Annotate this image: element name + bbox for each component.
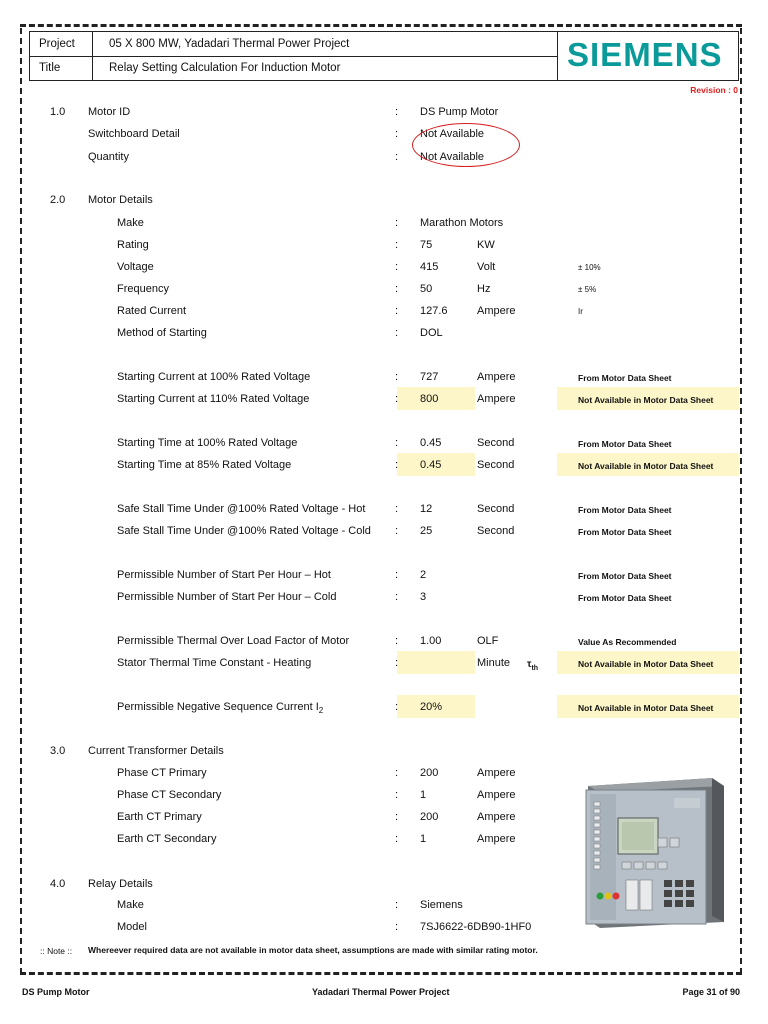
motor-row-value: 25: [420, 525, 433, 537]
right-border: [740, 28, 742, 974]
separator: :: [395, 239, 399, 251]
top-border: [20, 24, 742, 27]
motor-row-label: Starting Time at 85% Rated Voltage: [117, 459, 292, 471]
motor-row-label: Permissible Number of Start Per Hour – Cold: [117, 591, 337, 603]
motor-row-value: Marathon Motors: [420, 217, 504, 229]
subscript: th: [531, 665, 539, 672]
header-divider: [30, 56, 557, 57]
motor-row-unit: Second: [477, 525, 515, 537]
motor-row-remark: Not Available in Motor Data Sheet: [578, 395, 714, 405]
section-title: Motor Details: [88, 194, 153, 206]
motor-row-value: 127.6: [420, 305, 448, 317]
motor-row-unit: Second: [477, 503, 515, 515]
motor-row-label: Rated Current: [117, 305, 187, 317]
motor-row-label: Safe Stall Time Under @100% Rated Voltage - Hot: [117, 503, 366, 515]
motor-row-value: 2: [420, 569, 427, 581]
ct-row-unit: Ampere: [477, 833, 516, 845]
separator: :: [395, 128, 399, 140]
separator: :: [395, 151, 399, 163]
motor-row-label: Permissible Number of Start Per Hour – Hot: [117, 569, 331, 581]
motor-row-label: Method of Starting: [117, 327, 207, 339]
motor-row-label: Rating: [117, 239, 149, 251]
siemens-logo: SIEMENS: [567, 36, 723, 73]
title-value: Relay Setting Calculation For Induction Motor: [109, 62, 341, 74]
note-text: Whereever required data are not available in motor data sheet, assumptions are made with similar rating motor.: [88, 945, 538, 955]
relay-device-image: [578, 772, 728, 930]
separator: :: [395, 569, 399, 581]
switchboard-label: Switchboard Detail: [88, 128, 180, 140]
section-title: Relay Details: [88, 878, 153, 890]
motor-row-label: Permissible Thermal Over Load Factor of Motor: [117, 635, 350, 647]
motor-row-label: Starting Current at 110% Rated Voltage: [117, 393, 310, 405]
separator: :: [395, 525, 399, 537]
left-border: [20, 28, 22, 974]
relay-row-value: Siemens: [420, 899, 463, 911]
footer-page-number: Page 31 of 90: [682, 987, 740, 997]
motor-row-value: 0.45: [420, 437, 442, 449]
quantity-label: Quantity: [88, 151, 129, 163]
relay-row-label: Make: [117, 899, 144, 911]
separator: :: [395, 833, 399, 845]
motor-row-remark: Ir: [578, 307, 583, 316]
ct-row-unit: Ampere: [477, 789, 516, 801]
motor-id-value: DS Pump Motor: [420, 106, 499, 118]
relay-row-label: Model: [117, 921, 147, 933]
separator: :: [395, 327, 399, 339]
separator: :: [395, 393, 399, 405]
section-title: Current Transformer Details: [88, 745, 224, 757]
motor-row-label: Permissible Negative Sequence Current $I_2$: [117, 701, 324, 716]
motor-row-remark: From Motor Data Sheet: [578, 373, 672, 383]
motor-row-unit: Ampere: [477, 393, 516, 405]
motor-row-remark: From Motor Data Sheet: [578, 593, 672, 603]
separator: :: [395, 217, 399, 229]
motor-row-unit: Second: [477, 437, 515, 449]
ct-row-unit: Ampere: [477, 767, 516, 779]
motor-row-value: 727: [420, 371, 439, 383]
separator: :: [395, 305, 399, 317]
separator: :: [395, 437, 399, 449]
motor-row-value: 0.45: [420, 459, 442, 471]
separator: :: [395, 811, 399, 823]
motor-row-unit: Ampere: [477, 305, 516, 317]
motor-row-label: Starting Current at 100% Rated Voltage: [117, 371, 311, 383]
separator: :: [395, 106, 399, 118]
motor-row-value: 800: [420, 393, 439, 405]
highlight-value-cell: [397, 651, 475, 674]
motor-row-value: 12: [420, 503, 433, 515]
switchboard-value: Not Available: [420, 128, 485, 140]
separator: :: [395, 635, 399, 647]
motor-row-label: Voltage: [117, 261, 154, 273]
section-number: 2.0: [50, 194, 66, 206]
ct-row-value: 200: [420, 767, 439, 779]
title-label: Title: [39, 62, 61, 74]
separator: :: [395, 591, 399, 603]
separator: :: [395, 767, 399, 779]
motor-row-label: Starting Time at 100% Rated Voltage: [117, 437, 298, 449]
ct-row-label: Earth CT Primary: [117, 811, 202, 823]
motor-row-unit: Second: [477, 459, 515, 471]
motor-row-unit: KW: [477, 239, 495, 251]
ct-row-unit: Ampere: [477, 811, 516, 823]
motor-row-unit: Volt: [477, 261, 496, 273]
motor-row-remark: From Motor Data Sheet: [578, 505, 672, 515]
motor-row-remark: From Motor Data Sheet: [578, 571, 672, 581]
section-number: 4.0: [50, 878, 66, 890]
bottom-border: [20, 972, 742, 975]
motor-row-unit: OLF: [477, 635, 499, 647]
relay-row-value: 7SJ6622-6DB90-1HF0: [420, 921, 532, 933]
separator: :: [395, 921, 399, 933]
footer-left: DS Pump Motor: [22, 987, 90, 997]
ct-row-value: 1: [420, 833, 427, 845]
motor-row-label: Frequency: [117, 283, 169, 295]
subscript: 2: [318, 706, 324, 716]
motor-row-remark: Not Available in Motor Data Sheet: [578, 659, 714, 669]
separator: :: [395, 261, 399, 273]
motor-row-label: Stator Thermal Time Constant - Heating: [117, 657, 312, 669]
separator: :: [395, 899, 399, 911]
project-label: Project: [39, 38, 75, 50]
motor-row-unit: Minute: [477, 657, 511, 669]
motor-row-remark: ± 5%: [578, 285, 597, 294]
motor-row-unit: Ampere: [477, 371, 516, 383]
ct-row-label: Earth CT Secondary: [117, 833, 217, 845]
motor-row-value: DOL: [420, 327, 443, 339]
ct-row-value: 1: [420, 789, 427, 801]
motor-row-remark: From Motor Data Sheet: [578, 527, 672, 537]
separator: :: [395, 503, 399, 515]
motor-row-value: 3: [420, 591, 427, 603]
ct-row-label: Phase CT Secondary: [117, 789, 222, 801]
note-label: :: Note ::: [40, 946, 73, 956]
revision-label: Revision : 0: [690, 85, 738, 95]
motor-row-value: 415: [420, 261, 439, 273]
motor-row-value: 75: [420, 239, 433, 251]
footer-center: Yadadari Thermal Power Project: [312, 987, 450, 997]
motor-row-value: 50: [420, 283, 433, 295]
separator: :: [395, 701, 399, 713]
red-circle-annotation: [412, 123, 520, 167]
tau-th-symbol: $\tau_{th}$: [527, 659, 539, 672]
separator: :: [395, 283, 399, 295]
motor-row-value: 1.00: [420, 635, 442, 647]
separator: :: [395, 459, 399, 471]
motor-row-remark: Value As Recommended: [578, 637, 677, 647]
motor-row-remark: From Motor Data Sheet: [578, 439, 672, 449]
quantity-value: Not Available: [420, 151, 485, 163]
motor-row-value: 20%: [420, 701, 443, 713]
motor-row-unit: Hz: [477, 283, 491, 295]
motor-row-label: Make: [117, 217, 144, 229]
section-title: Motor ID: [88, 106, 131, 118]
motor-row-remark: Not Available in Motor Data Sheet: [578, 461, 714, 471]
section-number: 3.0: [50, 745, 66, 757]
ct-row-value: 200: [420, 811, 439, 823]
separator: :: [395, 657, 399, 669]
header-divider: [557, 32, 558, 80]
motor-row-remark: ± 10%: [578, 263, 601, 272]
motor-row-remark: Not Available in Motor Data Sheet: [578, 703, 714, 713]
separator: :: [395, 371, 399, 383]
separator: :: [395, 789, 399, 801]
project-value: 05 X 800 MW, Yadadari Thermal Power Project: [109, 38, 350, 50]
ct-row-label: Phase CT Primary: [117, 767, 207, 779]
section-number: 1.0: [50, 106, 66, 118]
motor-row-label: Safe Stall Time Under @100% Rated Voltage - Cold: [117, 525, 371, 537]
